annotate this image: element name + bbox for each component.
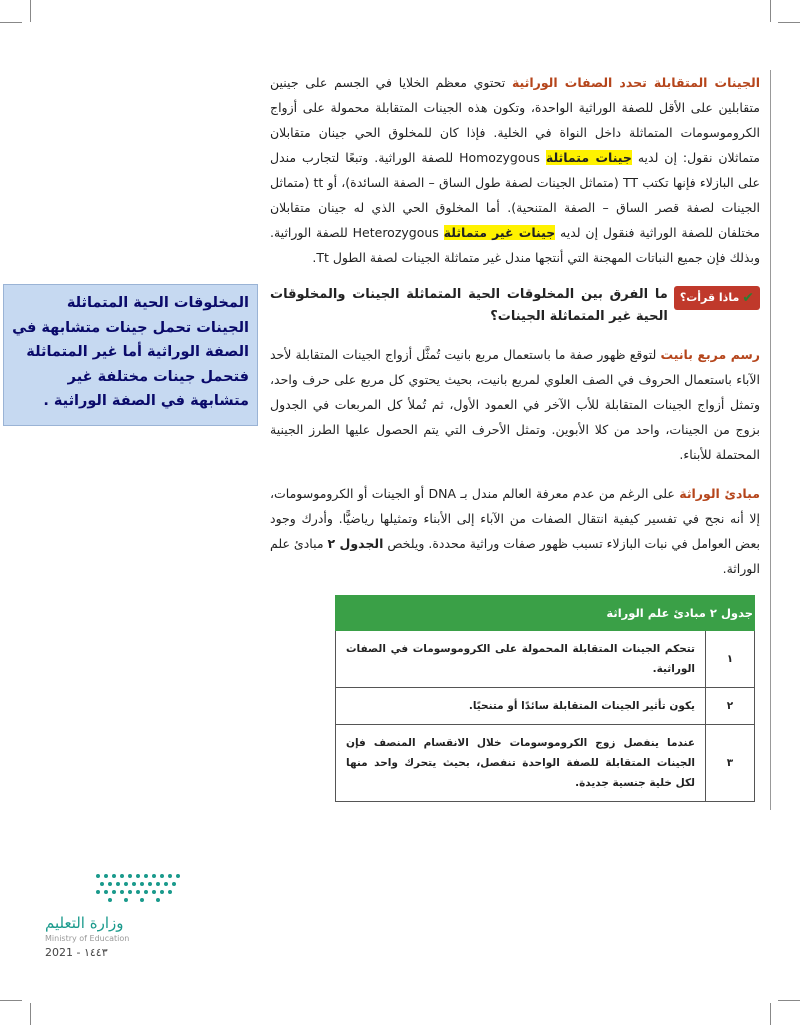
term-heterozygous: جينات غير متماثلة <box>443 225 556 240</box>
crop-mark <box>778 1000 800 1001</box>
main-column <box>270 70 760 802</box>
paragraph-text: تحتوي معظم الخلايا في الجسم على جينين متقابلين على الأقل للصفة الوراثية الواحدة، وتكون هذه الجينات المتقابلة محمولة على أزواج الكروموسومات المتماثلة داخل النواة في الخلية. فإذا كان للمخلوق الحي جينان متقابلان متماثلان نقول: إن لديه <box>270 75 760 165</box>
section-lead-punnett: رسم مربع بانيت <box>660 347 760 362</box>
term-homozygous: جينات متماثلة <box>545 150 632 165</box>
crop-mark <box>778 22 800 23</box>
column-rule <box>770 70 771 810</box>
table-row <box>336 688 755 725</box>
table-title: جدول ٢ مبادئ علم الوراثة <box>336 596 755 631</box>
crop-mark <box>0 22 22 23</box>
page-number: 2021 - ١٤٤٣ <box>45 946 108 959</box>
paragraph-text: لتوقع ظهور صفة ما باستعمال مربع بانيت تُمثَّل أزواج الجينات المتقابلة لأحد الآباء باستعمال الحروف في الصف العلوي لمربع بانيت، بحيث يحتوي كل مربع على حرف واحد، وتمثل أزواج الجينات المتقابلة للأب الآخر في العمود الأول، ثم تُملأ كل المربعات في الجدول بزوج من الجينات، واحد من كلا الأبوين. وتمثل الأحرف التي يتم الحصول عليها الطرز الجينية المحتملة للأبناء. <box>270 347 760 462</box>
reading-check <box>270 284 760 328</box>
answer-callout: المخلوقات الحية المتماثلة الجينات تحمل جينات متشابهة في الصفة الوراثية أما غير المتماثلة فتحمل جينات مختلفة غير متشابهة في الصفة الوراثية . <box>3 284 258 426</box>
table-row <box>336 631 755 688</box>
reading-check-badge <box>674 286 760 310</box>
ministry-name-english: Ministry of Education <box>45 934 130 943</box>
crop-mark <box>30 1003 31 1025</box>
paragraph-text: مبادئ علم الوراثة. <box>270 536 760 576</box>
paragraph-alleles <box>270 70 760 270</box>
row-text: تتحكم الجينات المتقابلة المحمولة على الكروموسومات في الصفات الوراثية. <box>336 631 706 688</box>
ministry-name-arabic: وزارة التعليم <box>45 914 124 932</box>
principles-table <box>335 595 755 802</box>
section-lead-alleles: الجينات المتقابلة تحدد الصفات الوراثية <box>511 75 760 90</box>
table-reference: الجدول ٢ <box>327 536 384 551</box>
row-number: ٢ <box>706 688 755 725</box>
reading-check-question: ما الفرق بين المخلوقات الحية المتماثلة الجينات والمخلوقات الحية غير المتماثلة الجينات؟ <box>270 287 668 324</box>
ministry-dots-icon <box>90 870 185 910</box>
paragraph-text: Heterozygous للصفة الوراثية. وبذلك فإن جميع النباتات المهجنة التي أنتجها مندل غير متماثلة الجينات لصفة الطول Tt. <box>270 225 760 265</box>
row-text: يكون تأثير الجينات المتقابلة سائدًا أو متنحيًا. <box>336 688 706 725</box>
paragraph-text: على الرغم من عدم معرفة العالم مندل بـ DNA أو الجينات أو الكروموسومات، إلا أنه نجح في تفسير كيفية انتقال الصفات من الآباء إلى الأبناء وتمثيلها رياضيًّا. وأدرك وجود بعض العوامل في نبات البازلاء تسبب ظهور صفات وراثية محددة. ويلخص <box>270 486 760 551</box>
paragraph-text: Homozygous للصفة الوراثية. وتبعًا لتجارب مندل على البازلاء فإنها تكتب TT (متماثل الجينات لصفة طول الساق – الصفة السائدة)، أو tt (متماثل الجينات لصفة قصر الساق – الصفة المتنحية). أما المخلوق الحي الذي له جينان متقابلان مختلفان للصفة الوراثية فنقول إن لديه <box>270 150 760 240</box>
paragraph-principles <box>270 481 760 581</box>
ministry-logo <box>45 870 195 960</box>
table-row <box>336 725 755 802</box>
reading-check-label: ماذا قرأت؟ <box>679 291 740 304</box>
paragraph-punnett <box>270 342 760 467</box>
row-number: ٣ <box>706 725 755 802</box>
row-number: ١ <box>706 631 755 688</box>
crop-mark <box>770 1003 771 1025</box>
principles-table-wrap <box>335 595 755 802</box>
crop-mark <box>770 0 771 22</box>
crop-mark <box>30 0 31 22</box>
checkmark-icon: ✔ <box>742 290 754 306</box>
section-lead-principles: مبادئ الوراثة <box>679 486 760 501</box>
crop-mark <box>0 1000 22 1001</box>
row-text: عندما ينفصل زوج الكروموسومات خلال الانقسام المنصف فإن الجينات المتقابلة للصفة الواحدة تنفصل، بحيث يتحرك واحد منها لكل خلية جنسية جديدة. <box>336 725 706 802</box>
